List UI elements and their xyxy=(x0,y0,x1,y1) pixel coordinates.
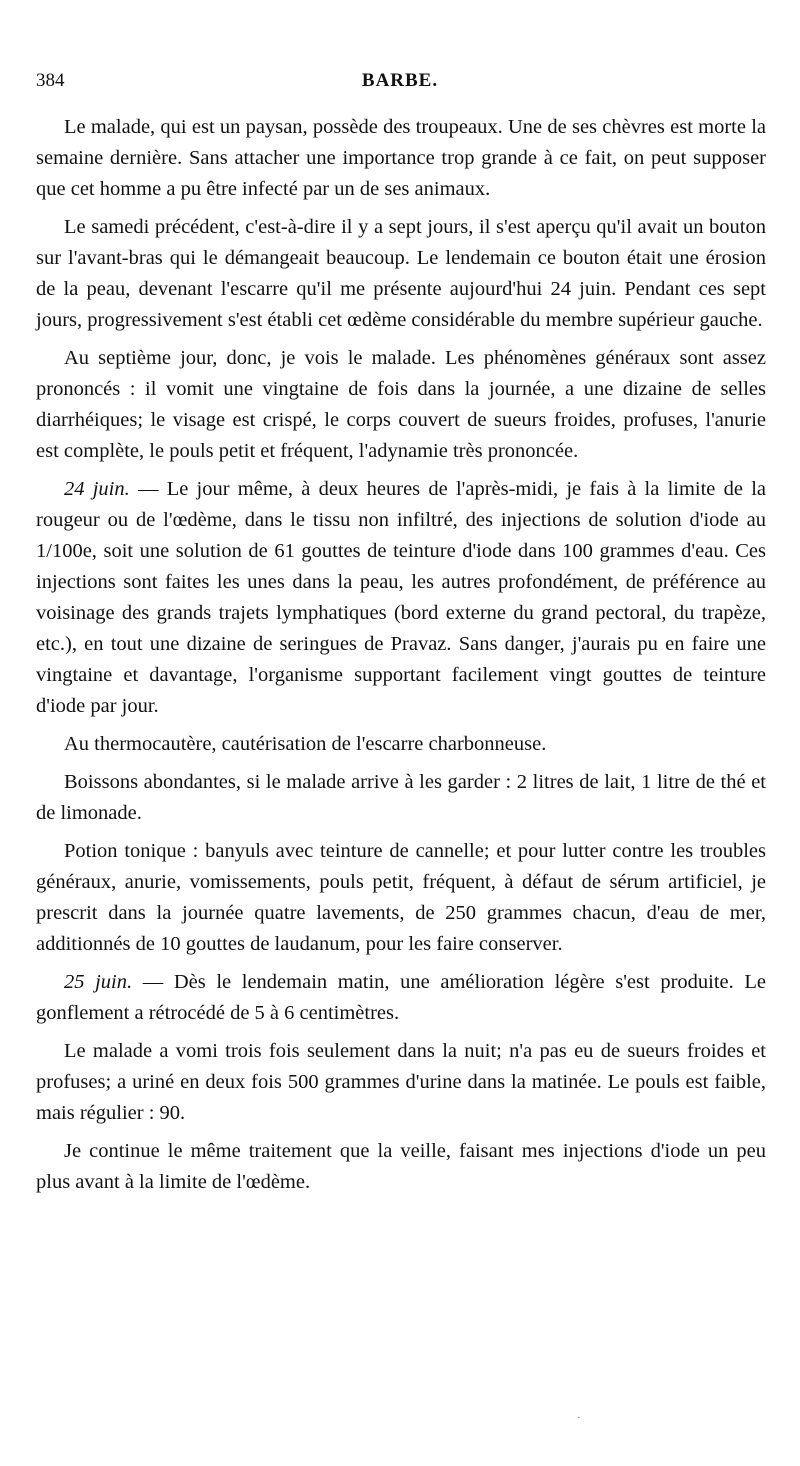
paragraph xyxy=(36,474,766,722)
paragraph-text: Le samedi précédent, c'est-à-dire il y a sept jours, il s'est aperçu qu'il avait un bouton sur l'avant-bras qui le démangeait beaucoup. Le lendemain ce bouton était une érosion de la peau, devenant l'escarre qu'il me présente aujourd'hui 24 juin. Pendant ces sept jours, progressivement s'est établi cet œdème considérable du membre supérieur gauche. xyxy=(36,216,766,331)
paragraph-text: Boissons abondantes, si le malade arrive à les garder : 2 litres de lait, 1 litre de thé et de limonade. xyxy=(36,771,766,824)
entry-date: 24 juin. xyxy=(64,478,130,500)
paragraph xyxy=(36,112,766,205)
paragraph-text: — Le jour même, à deux heures de l'après-midi, je fais à la limite de la rougeur ou de l'œdème, dans le tissu non infiltré, des injections de solution d'iode au 1/100e, soit une solution de 61 gouttes de teinture d'iode dans 100 grammes d'eau. Ces injections sont faites les unes dans la peau, les autres profondément, de préférence au voisinage des grands trajets lymphatiques (bord externe du grand pectoral, du trapèze, etc.), en tout une dizaine de seringues de Pravaz. Sans danger, j'aurais pu en faire une vingtaine et davantage, l'organisme supportant facilement vingt gouttes de teinture d'iode par jour. xyxy=(36,478,766,717)
paragraph-text: Je continue le même traitement que la veille, faisant mes injections d'iode un peu plus avant à la limite de l'œdème. xyxy=(36,1140,766,1193)
paragraph xyxy=(36,967,766,1029)
paragraph xyxy=(36,767,766,829)
paragraph xyxy=(36,1136,766,1198)
page-number: 384 xyxy=(36,70,65,91)
paragraph-text: Au septième jour, donc, je vois le malade. Les phénomènes généraux sont assez prononcés : il vomit une vingtaine de fois dans la journée, a une dizaine de selles diarrhéiques; le visage est crispé, le corps couvert de sueurs froides, profuses, l'anurie est complète, le pouls petit et fréquent, l'adynamie très prononcée. xyxy=(36,347,766,462)
body-text xyxy=(36,112,766,1205)
paragraph-text: Le malade a vomi trois fois seulement dans la nuit; n'a pas eu de sueurs froides et profuses; a uriné en deux fois 500 grammes d'urine dans la matinée. Le pouls est faible, mais régulier : 90. xyxy=(36,1040,766,1124)
entry-date: 25 juin. xyxy=(64,971,133,993)
paragraph-text: Au thermocautère, cautérisation de l'escarre charbonneuse. xyxy=(64,733,547,755)
paragraph-text: Le malade, qui est un paysan, possède des troupeaux. Une de ses chèvres est morte la semaine dernière. Sans attacher une importance trop grande à ce fait, on peut supposer que cet homme a pu être infecté par un de ses animaux. xyxy=(36,116,766,200)
running-title: BARBE. xyxy=(361,70,439,91)
paragraph-text: Potion tonique : banyuls avec teinture de cannelle; et pour lutter contre les troubles généraux, anurie, vomissements, pouls petit, fréquent, à défaut de sérum artificiel, je prescrit dans la journée quatre lavements, de 250 grammes chacun, d'eau de mer, additionnés de 10 gouttes de laudanum, pour les faire conserver. xyxy=(36,840,766,955)
paragraph xyxy=(36,212,766,336)
paragraph xyxy=(36,836,766,960)
paragraph xyxy=(36,1036,766,1129)
paragraph xyxy=(36,343,766,467)
page-header xyxy=(36,70,764,100)
paragraph xyxy=(36,729,766,760)
paragraph-text: — Dès le lendemain matin, une amélioration légère s'est produite. Le gonflement a rétrocédé de 5 à 6 centimètres. xyxy=(36,971,766,1024)
print-mark: · xyxy=(577,1412,581,1424)
